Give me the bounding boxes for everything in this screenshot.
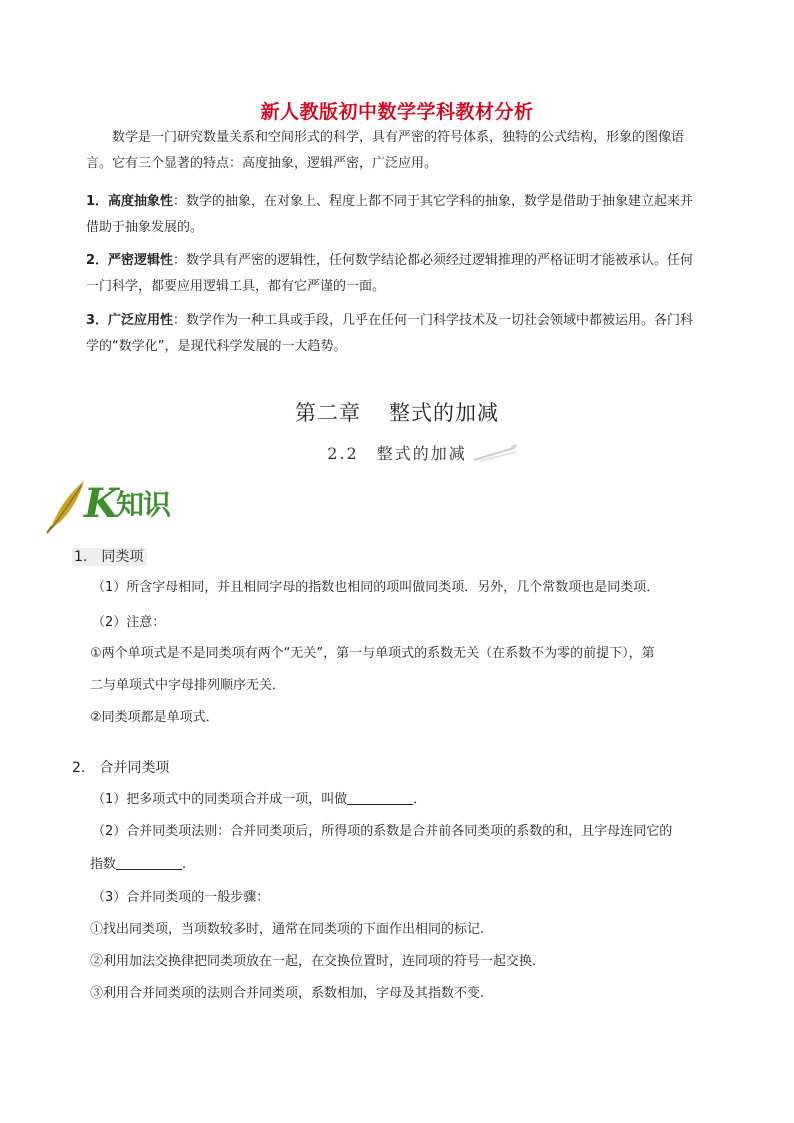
feature-2-label: 2．严密逻辑性 <box>86 253 174 268</box>
section-1-number: 1. <box>74 549 88 565</box>
s2-line-3 <box>90 855 186 875</box>
intro-line-2: 言。它有三个显著的特点：高度抽象，逻辑严密，广泛应用。 <box>86 156 438 171</box>
s1-line-2: （2）注意： <box>92 615 166 630</box>
feature-3-text: ：数学作为一种工具或手段，几乎在任何一门科学技术及一切社会领域中都被运用。各门科 <box>173 313 694 328</box>
intro-paragraph <box>86 125 726 177</box>
s2-line-6: ②利用加法交换律把同类项放在一起，在交换位置时，连同项的符号一起交换. <box>90 954 537 969</box>
section-heading <box>0 441 794 464</box>
answer-blank-2[interactable] <box>116 855 182 870</box>
feature-1-label: 1．高度抽象性 <box>86 194 174 209</box>
intro-line-1: 数学是一门研究数量关系和空间形式的科学，具有严密的符号体系，独特的公式结构，形象的图像语 <box>112 130 685 145</box>
s2-line-5: ①找出同类项，当项数较多时，通常在同类项的下面作出相同的标记. <box>90 922 485 937</box>
s2-line-3-text: 指数 <box>90 857 117 872</box>
section-1-heading <box>72 546 147 568</box>
chapter-number: 第二章 <box>295 401 361 425</box>
s2-line-1 <box>92 790 426 810</box>
knowledge-logo <box>44 478 194 534</box>
feature-1-text: ：数学的抽象，在对象上、程度上都不同于其它学科的抽象，数学是借助于抽象建立起来并 <box>173 194 694 209</box>
s1-line-3: ①两个单项式是不是同类项有两个“无关”，第一与单项式的系数无关（在系数不为零的前提下），第 <box>90 646 655 661</box>
section-number: 2.2 <box>327 444 359 463</box>
feature-2-text-cont: 一门科学，都要应用逻辑工具，都有它严谨的一面。 <box>86 279 386 294</box>
section-1-title: 同类项 <box>101 549 144 565</box>
s2-line-3-end: . <box>182 857 187 872</box>
section-name: 整式的加减 <box>376 444 467 463</box>
s1-line-1: （1）所含字母相同，并且相同字母的指数也相同的项叫做同类项．另外，几个常数项也是同类项． <box>92 580 660 595</box>
answer-blank-1[interactable] <box>347 790 413 805</box>
feature-3-text-cont: 学的“数学化”，是现代科学发展的一大趋势。 <box>86 339 347 354</box>
chapter-heading <box>0 397 794 427</box>
section-2-title: 合并同类项 <box>99 760 170 776</box>
feature-2-paragraph <box>86 248 726 300</box>
feature-3-paragraph <box>86 308 726 360</box>
section-2-heading <box>72 757 169 779</box>
logo-text: 知识 <box>116 488 171 521</box>
chapter-name: 整式的加减 <box>389 401 499 425</box>
s1-line-4: 二与单项式中字母排列顺序无关． <box>90 678 286 693</box>
s2-line-7: ③利用合并同类项的法则合并同类项，系数相加，字母及其指数不变. <box>90 986 485 1001</box>
feature-1-text-cont: 借助于抽象发展的。 <box>86 220 204 235</box>
logo-k-letter: K <box>84 480 119 527</box>
pen-decoration-icon <box>470 442 520 464</box>
s2-line-1-text: （1）把多项式中的同类项合并成一项，叫做 <box>92 792 348 807</box>
s2-line-2: （2）合并同类项法则：合并同类项后，所得项的系数是合并前各同类项的系数的和，且字母连同它的 <box>92 824 673 839</box>
feature-2-text: ：数学具有严密的逻辑性，任何数学结论都必须经过逻辑推理的严格证明才能被承认。任何 <box>173 253 694 268</box>
s1-line-5: ②同类项都是单项式． <box>90 710 219 725</box>
section-2-number: 2. <box>72 760 86 776</box>
s2-line-4: （3）合并同类项的一般步骤： <box>92 890 270 905</box>
document-title: 新人教版初中数学学科教材分析 <box>260 101 534 123</box>
feature-3-label: 3．广泛应用性 <box>86 313 174 328</box>
s2-line-1-end: ． <box>413 792 427 807</box>
feature-1-paragraph <box>86 189 726 241</box>
